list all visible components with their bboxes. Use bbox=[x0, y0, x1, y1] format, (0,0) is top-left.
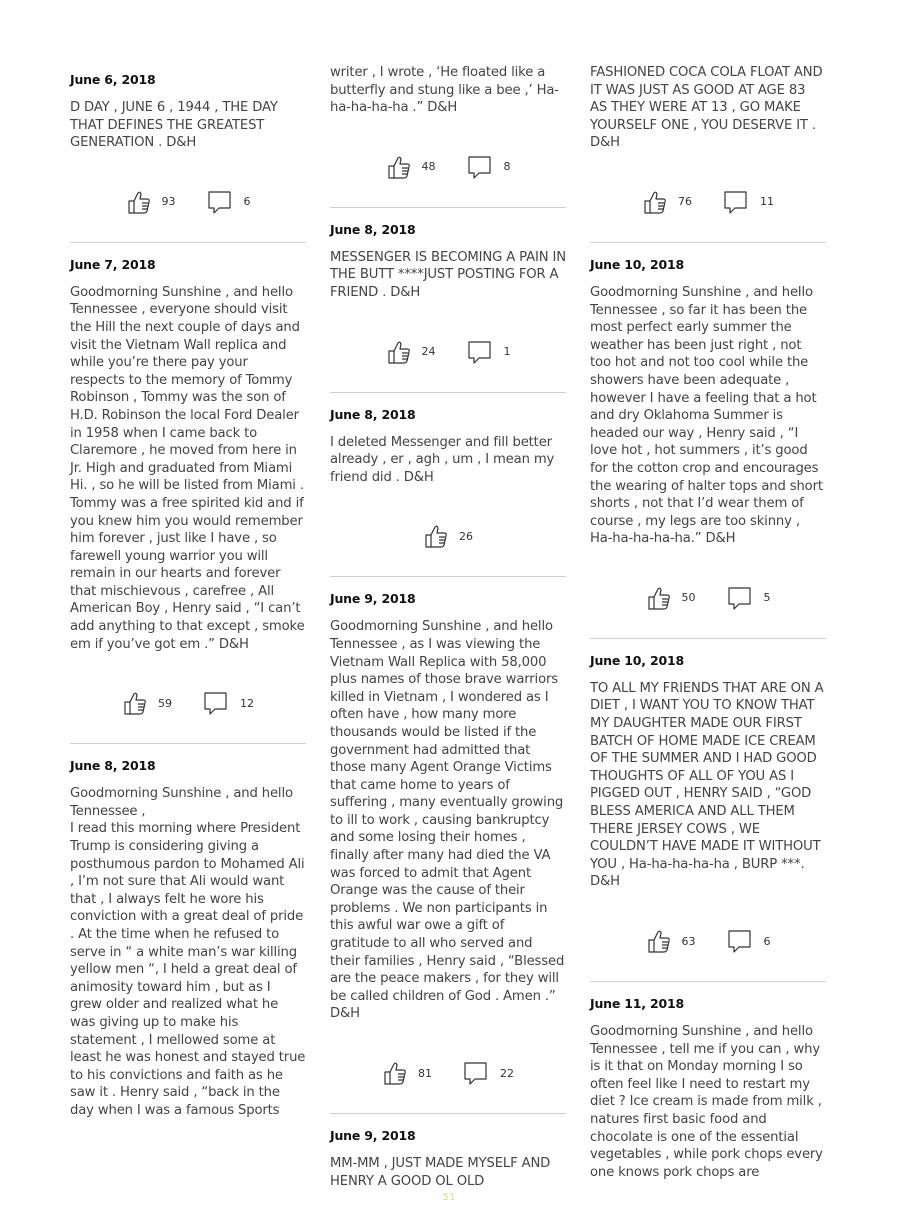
comment-button[interactable] bbox=[466, 338, 511, 366]
post-stats bbox=[70, 182, 306, 222]
comment-button[interactable] bbox=[462, 1059, 514, 1087]
post bbox=[590, 257, 826, 639]
comment-count: 8 bbox=[503, 160, 511, 174]
thumbs-up-icon bbox=[122, 690, 148, 716]
like-button[interactable] bbox=[122, 690, 172, 716]
post-divider bbox=[590, 638, 826, 639]
like-count: 24 bbox=[421, 345, 436, 359]
like-button[interactable] bbox=[642, 189, 692, 215]
thumbs-up-icon bbox=[423, 523, 449, 549]
post-stats bbox=[70, 683, 306, 723]
post bbox=[330, 221, 570, 393]
post-stats bbox=[590, 921, 826, 961]
comment-button[interactable] bbox=[726, 927, 771, 955]
post bbox=[70, 758, 306, 1119]
post-date: June 8, 2018 bbox=[330, 406, 416, 422]
comment-button[interactable] bbox=[206, 188, 251, 216]
comment-count: 6 bbox=[243, 195, 251, 209]
post-date: June 6, 2018 bbox=[70, 72, 156, 87]
post-text: MESSENGER IS BECOMING A PAIN IN THE BUTT ****JUST POSTING FOR A FRIEND . D&H bbox=[330, 249, 570, 300]
post-date: June 7, 2018 bbox=[70, 256, 156, 272]
thumbs-up-icon bbox=[386, 154, 412, 180]
post-date: June 9, 2018 bbox=[330, 591, 416, 607]
like-button[interactable] bbox=[646, 585, 696, 611]
like-count: 50 bbox=[681, 591, 696, 605]
post-divider bbox=[70, 743, 306, 744]
like-count: 48 bbox=[421, 160, 436, 174]
comment-button[interactable] bbox=[202, 689, 254, 717]
comment-bubble-icon bbox=[206, 188, 234, 216]
post-text: FASHIONED COCA COLA FLOAT AND IT WAS JUST AS GOOD AT AGE 83 AS THEY WERE AT 13 , GO MAKE YOURSELF ONE , YOU DESERVE IT . D&H bbox=[590, 65, 827, 151]
post-text: Goodmorning Sunshine , and hello Tennessee , so far it has been the most perfect early summer the weather has been just right , not too hot and not too cool while the showers have been adequate , however I have a feeling that a hot and dry Oklahoma Summer is headed our way , Henry said , “I love hot , hot summers , it’s good for the cotton crop and encourages the wearing of halter tops and short shorts , not that I’d wear them of course , my legs are too skinny , Ha-ha-ha-ha-ha.” D&H bbox=[590, 284, 827, 547]
comment-count: 22 bbox=[500, 1066, 514, 1080]
like-button[interactable] bbox=[423, 523, 473, 549]
post-text: writer , I wrote , ‘He floated like a butterfly and stung like a bee ,’ Ha-ha-ha-ha-ha .” D&H bbox=[330, 65, 559, 116]
thumbs-up-icon bbox=[646, 928, 672, 954]
comment-bubble-icon bbox=[462, 1059, 490, 1087]
comment-bubble-icon bbox=[466, 153, 494, 181]
post-divider bbox=[590, 242, 826, 243]
post-stats bbox=[330, 516, 566, 556]
post bbox=[330, 407, 566, 578]
comment-count: 1 bbox=[503, 345, 511, 359]
post-divider bbox=[590, 981, 826, 982]
post-date: June 8, 2018 bbox=[70, 758, 156, 774]
post-text: I deleted Messenger and fill better already , er , agh , um , I mean my friend did . D&H bbox=[330, 434, 559, 485]
thumbs-up-icon bbox=[642, 189, 668, 215]
post bbox=[70, 72, 306, 243]
post-stats bbox=[590, 182, 826, 222]
comment-button[interactable] bbox=[726, 584, 771, 612]
post bbox=[590, 996, 826, 1181]
like-count: 59 bbox=[158, 696, 172, 710]
post bbox=[330, 1128, 566, 1190]
post-divider bbox=[330, 207, 566, 208]
thumbs-up-icon bbox=[646, 585, 672, 611]
post-divider bbox=[330, 1113, 566, 1114]
post bbox=[590, 653, 826, 982]
comment-bubble-icon bbox=[202, 689, 230, 717]
post-stats bbox=[590, 578, 826, 618]
post-stats bbox=[330, 1053, 566, 1093]
post-date: June 8, 2018 bbox=[330, 221, 416, 237]
post-date: June 9, 2018 bbox=[330, 1128, 416, 1143]
comment-button[interactable] bbox=[466, 153, 511, 181]
column-2 bbox=[330, 64, 570, 1190]
comment-bubble-icon bbox=[726, 584, 754, 612]
like-count: 76 bbox=[678, 195, 692, 209]
post-divider bbox=[330, 392, 566, 393]
like-button[interactable] bbox=[382, 1060, 432, 1086]
like-count: 26 bbox=[459, 529, 473, 543]
column-3 bbox=[590, 64, 826, 1181]
post-divider bbox=[70, 242, 306, 243]
post-date: June 10, 2018 bbox=[590, 652, 684, 668]
post-text: D DAY , JUNE 6 , 1944 , THE DAY THAT DEFINES THE GREATEST GENERATION . D&H bbox=[70, 100, 282, 151]
post bbox=[330, 64, 566, 208]
like-button[interactable] bbox=[386, 339, 436, 365]
page-number: 51 bbox=[442, 1192, 456, 1203]
comment-count: 6 bbox=[763, 934, 771, 948]
comment-bubble-icon bbox=[466, 338, 494, 366]
comment-count: 11 bbox=[760, 195, 774, 209]
comment-bubble-icon bbox=[726, 927, 754, 955]
like-count: 93 bbox=[161, 195, 176, 209]
post-text: Goodmorning Sunshine , and hello Tennessee , I read this morning where President Trump is considering giving a posthumous pardon to Mohamed Ali , I’m not sure that Ali would want that , I always felt he wore his conviction with a great deal of pride . At the time when he refused to serve in “ a white man’s war killing yellow men “, I held a great deal of animosity toward him , but as I grew older and realized what he was giving up to make his statement , I mellowed some at least he was honest and stayed true to his convictions and faith as he saw it . Henry said , “back in the day when I was a famous Sports bbox=[70, 786, 306, 1118]
post-text: Goodmorning Sunshine , and hello Tennessee , everyone should visit the Hill the next couple of days and visit the Vietnam Wall replica and while you’re there pay your respects to the memory of Tommy Robinson , Tommy was the son of H.D. Robinson the local Ford Dealer in 1958 when I came back to Claremore , he moved from here in Jr. High and graduated from Miami Hi. , so he will be listed from Miami . Tommy was a free spirited kid and if you knew him you would remember him forever , just like I have , so farewell young warrior you will remain in our hearts and forever that mischievous , carefree , All American Boy , Henry said , “I can’t add anything to that except , smoke em if you’ve got em .” D&H bbox=[70, 284, 309, 652]
post-text: MM-MM , JUST MADE MYSELF AND HENRY A GOOD OL OLD bbox=[330, 1156, 555, 1189]
like-button[interactable] bbox=[386, 154, 436, 180]
post-text: Goodmorning Sunshine , and hello Tennessee , as I was viewing the Vietnam Wall Replica with 58,000 plus names of those brave warriors killed in Vietnam , I wondered as I often have , how many more thousands would be listed if the government had admitted that those many Agent Orange Victims that came home to years of suffering , many eventually growing to ill to work , causing bankruptcy and some losing their homes , finally after many had died the VA was forced to admit that Agent Orange was the cause of their problems . We non participants in this awful war owe a gift of gratitude to all who served and their families , Henry said , “Blessed are the peace makers , for they will be called children of God . Amen .” D&H bbox=[330, 619, 569, 1022]
thumbs-up-icon bbox=[386, 339, 412, 365]
post-text: TO ALL MY FRIENDS THAT ARE ON A DIET , I WANT YOU TO KNOW THAT MY DAUGHTER MADE OUR FIRST BATCH OF HOME MADE ICE CREAM OF THE SUMMER AND I HAD GOOD THOUGHTS OF ALL OF YOU AS I PIGGED OUT , HENRY SAID , “GOD BLESS AMERICA AND ALL THEM THERE JERSEY COWS , WE COULDN’T HAVE MADE IT WITHOUT YOU , Ha-ha-ha-ha-ha , BURP ***. D&H bbox=[590, 680, 828, 890]
post-stats bbox=[330, 332, 566, 372]
post-text: Goodmorning Sunshine , and hello Tennessee , tell me if you can , why is it that on Monday morning I so often feel like I need to restart my diet ? Ice cream is made from milk , natures first basic food and chocolate is one of the essential vegetables , while pork chops every one knows pork chops are bbox=[590, 1024, 827, 1180]
like-count: 63 bbox=[681, 934, 696, 948]
comment-count: 5 bbox=[763, 591, 771, 605]
like-button[interactable] bbox=[646, 928, 696, 954]
comment-count: 12 bbox=[240, 696, 254, 710]
post bbox=[70, 256, 309, 744]
comment-button[interactable] bbox=[722, 188, 774, 216]
column-1 bbox=[70, 64, 309, 1120]
comment-bubble-icon bbox=[722, 188, 750, 216]
like-count: 81 bbox=[418, 1066, 432, 1080]
post bbox=[590, 64, 826, 243]
thumbs-up-icon bbox=[126, 189, 152, 215]
like-button[interactable] bbox=[126, 189, 176, 215]
thumbs-up-icon bbox=[382, 1060, 408, 1086]
post bbox=[330, 591, 569, 1114]
post-stats bbox=[330, 147, 566, 187]
post-date: June 11, 2018 bbox=[590, 996, 684, 1011]
post-divider bbox=[330, 576, 566, 577]
post-date: June 10, 2018 bbox=[590, 256, 684, 272]
